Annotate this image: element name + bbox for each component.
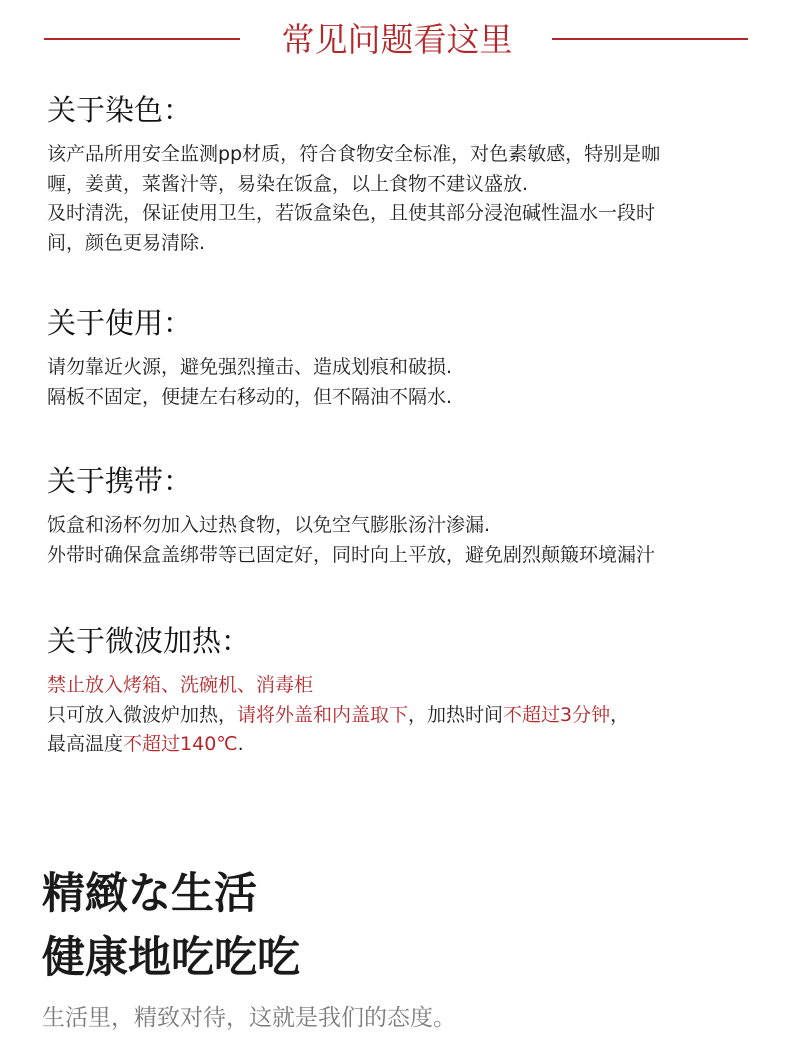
page-title: 常见问题看这里 <box>281 20 513 59</box>
section-heading-dyeing: 关于染色： <box>47 93 193 127</box>
section-usage <box>47 303 757 412</box>
microwave-highlight: 请将外盖和内盖取下 <box>237 703 409 726</box>
dyeing-line: 该产品所用安全监测pp材质，符合食物安全标准，对色素敏感，特别是咖 <box>47 143 661 165</box>
carrying-line: 外带时确保盒盖绑带等已固定好，同时向上平放，避免剧烈颠簸环境漏汁 <box>47 543 656 566</box>
faq-header <box>0 14 790 66</box>
header-divider-left <box>44 38 240 40</box>
section-microwave <box>47 621 757 760</box>
microwave-highlight: 不超过3分钟 <box>503 703 611 726</box>
section-heading-usage: 关于使用： <box>47 306 193 340</box>
section-heading-microwave: 关于微波加热： <box>47 624 251 658</box>
tagline: 生活里，精致对待，这就是我们的态度。 <box>42 1005 456 1031</box>
microwave-line <box>47 701 757 731</box>
microwave-text: ， <box>610 703 630 726</box>
microwave-text: ，加热时间 <box>408 703 504 726</box>
section-heading-carrying: 关于携带： <box>47 464 193 498</box>
usage-line: 隔板不固定，便捷左右移动的，但不隔油不隔水. <box>47 385 453 408</box>
slogan-line-2: 健康地吃吃吃 <box>42 933 300 983</box>
section-carrying <box>47 461 757 570</box>
microwave-text: 只可放入微波炉加热， <box>47 703 238 726</box>
header-divider-right <box>552 38 748 40</box>
microwave-text: . <box>237 733 244 755</box>
section-body-dyeing <box>47 140 757 258</box>
microwave-text: 最高温度 <box>47 733 124 755</box>
usage-line: 请勿靠近火源，避免强烈撞击、造成划痕和破损. <box>47 356 453 378</box>
microwave-highlight: 不超过140℃ <box>123 733 238 755</box>
dyeing-line: 喱，姜黄，菜酱汁等，易染在饭盒，以上食物不建议盛放. <box>47 172 529 195</box>
slogan-line-1: 精緻な生活 <box>42 869 257 919</box>
microwave-line <box>47 730 757 760</box>
carrying-line: 饭盒和汤杯勿加入过热食物，以免空气膨胀汤汁渗漏. <box>47 514 491 536</box>
dyeing-line: 及时清洗，保证使用卫生，若饭盒染色，且使其部分浸泡碱性温水一段时 <box>47 202 656 224</box>
section-body-carrying <box>47 511 757 570</box>
section-dyeing <box>47 90 757 258</box>
microwave-warning-line: 禁止放入烤箱、洗碗机、消毒柜 <box>47 674 314 696</box>
section-body-microwave <box>47 671 757 760</box>
section-body-usage <box>47 353 757 412</box>
dyeing-line: 间，颜色更易清除. <box>47 231 206 254</box>
